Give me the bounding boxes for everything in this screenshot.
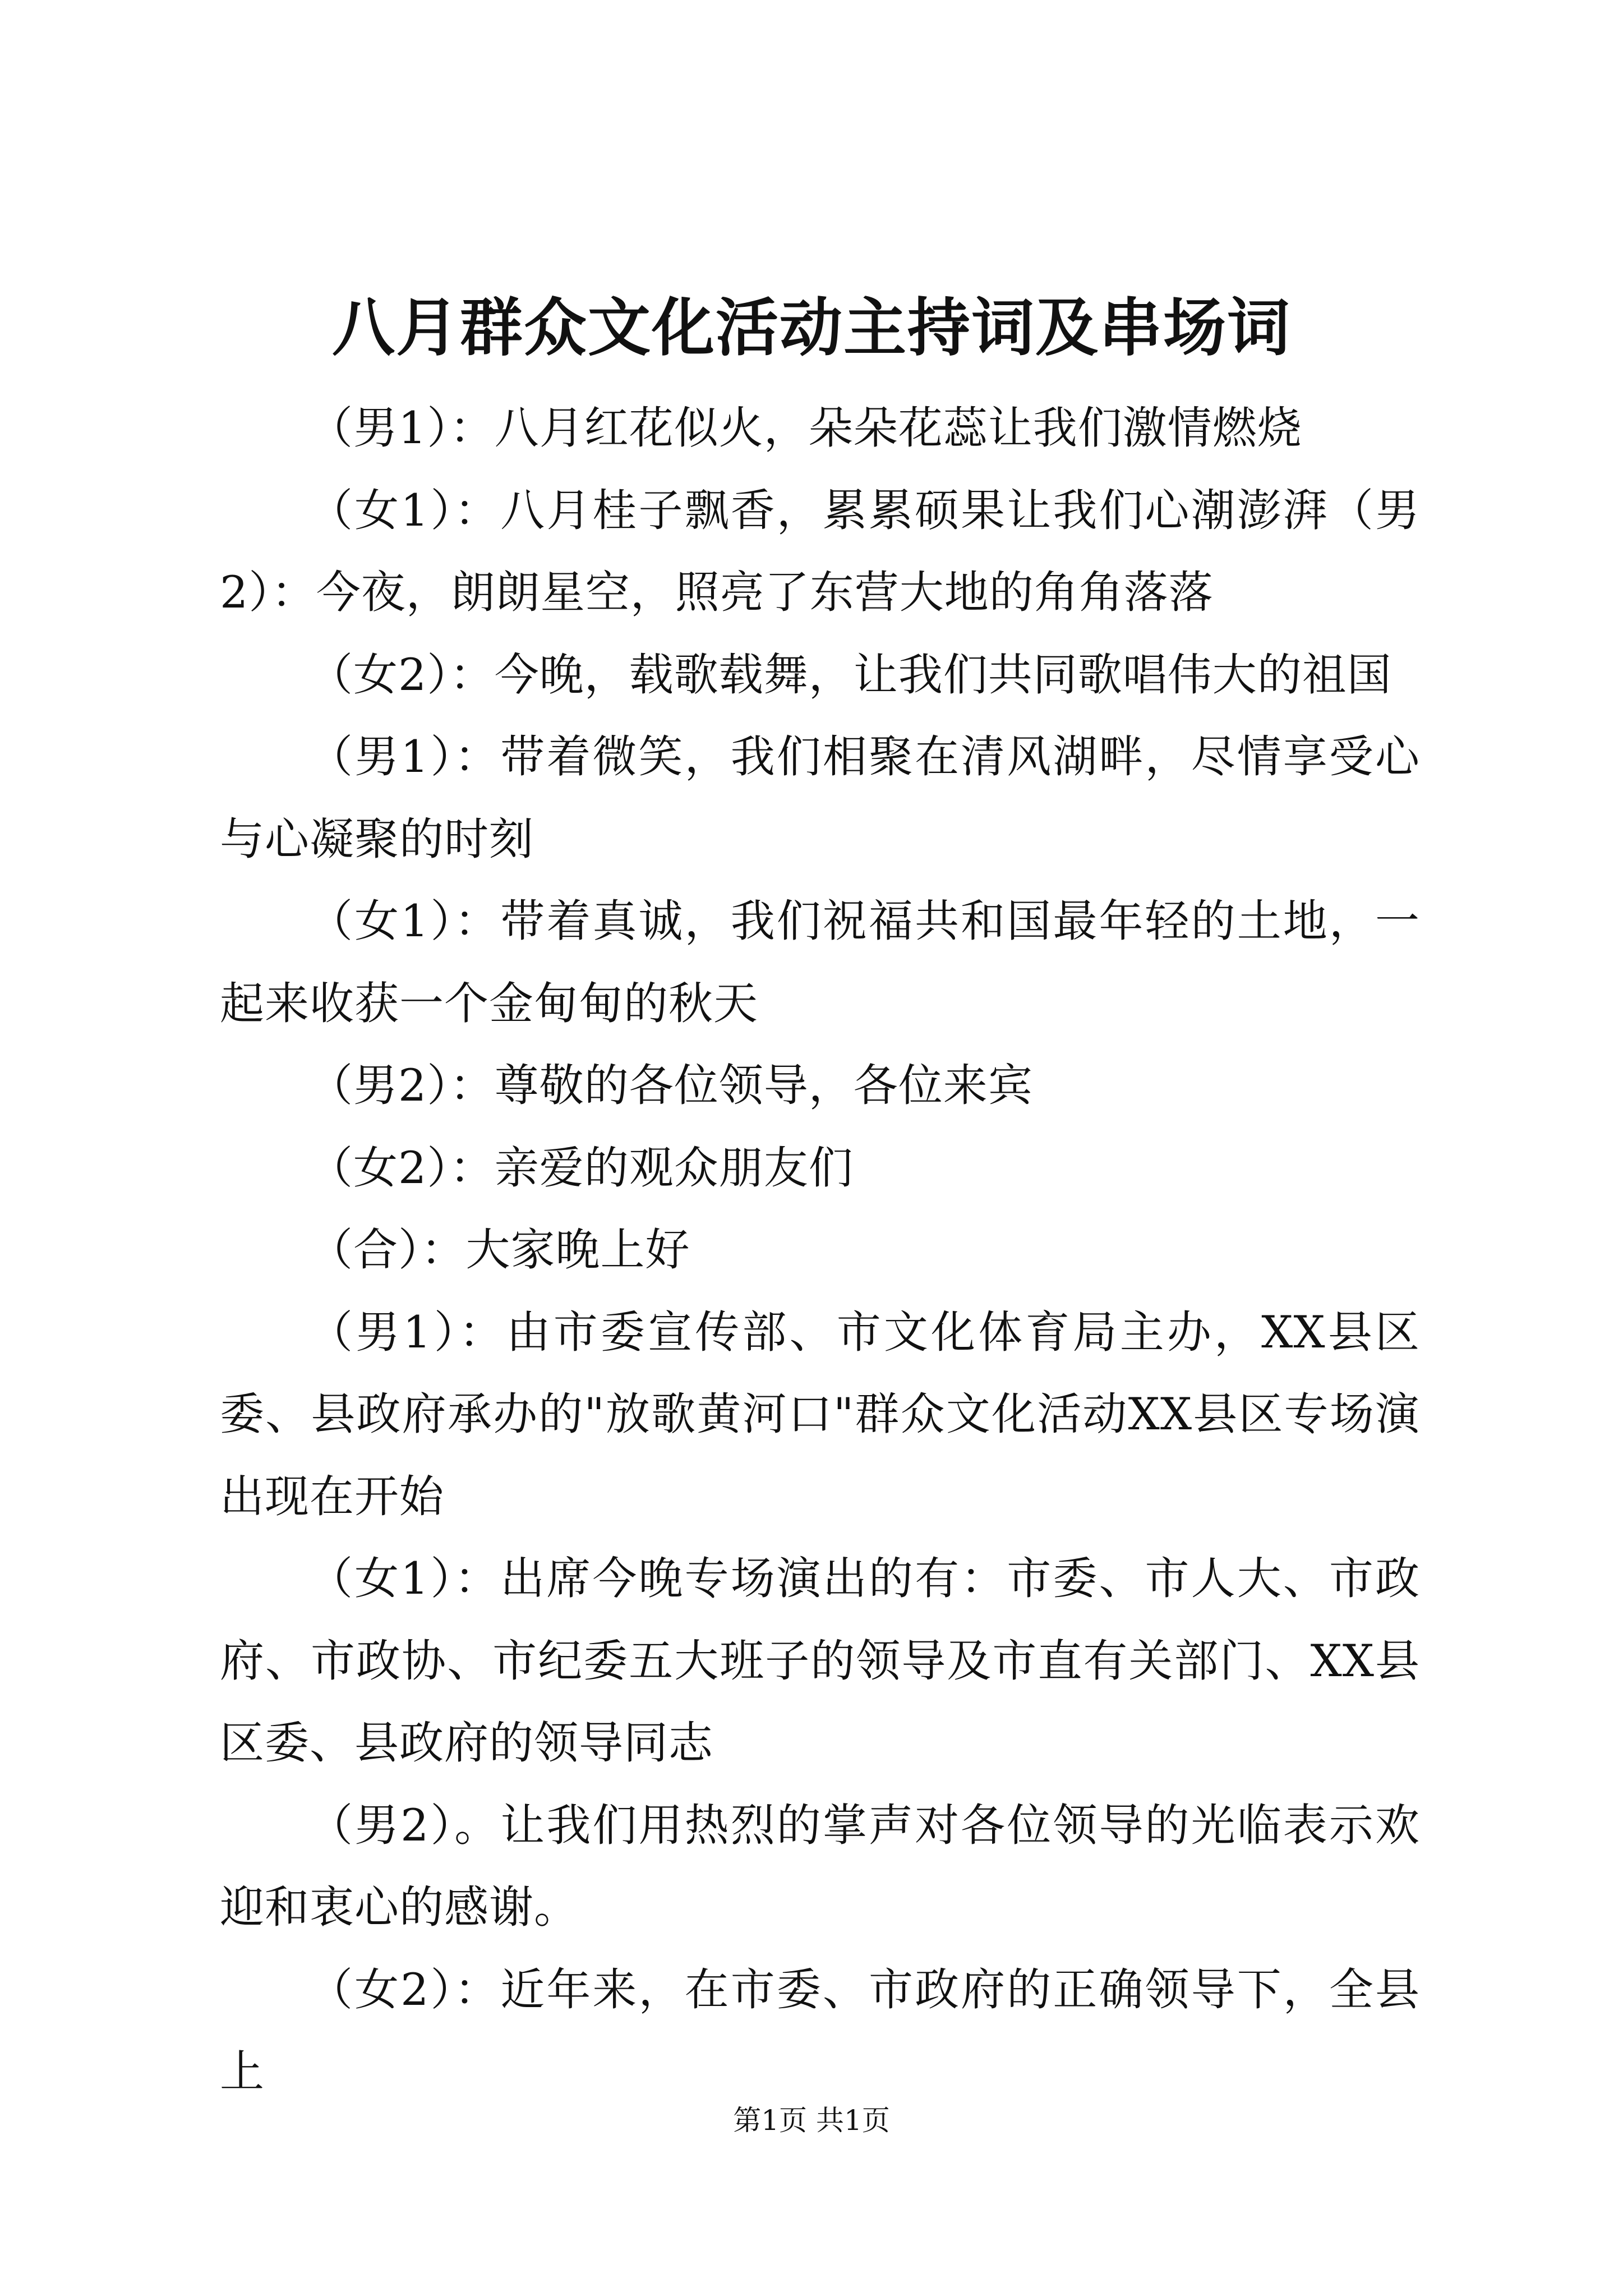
paragraph: （女1）：八月桂子飘香，累累硕果让我们心潮澎湃（男2）：今夜，朗朗星空，照亮了东营大地的角角落落 [220,484,1420,618]
document-body [220,387,1420,2113]
paragraph: （女2）：近年来，在市委、市政府的正确领导下，全县上 [220,1963,1420,2097]
paragraph: （合）：大家晚上好 [308,1224,690,1276]
paragraph: （女1）：带着真诚，我们祝福共和国最年轻的土地，一起来收获一个金甸甸的秋天 [220,895,1420,1029]
paragraph: （男1）：由市委宣传部、市文化体育局主办，XX县区委、县政府承办的"放歌黄河口"群众文化活动XX县区专场演出现在开始 [220,1306,1420,1522]
paragraph: （男2）。让我们用热烈的掌声对各位领导的光临表示欢迎和衷心的感谢。 [220,1799,1420,1933]
paragraph: （女2）：今晚，载歌载舞，让我们共同歌唱伟大的祖国 [308,648,1392,701]
paragraph: （女2）：亲爱的观众朋友们 [308,1142,854,1194]
paragraph: （男1）：带着微笑，我们相聚在清风湖畔，尽情享受心与心凝聚的时刻 [220,731,1420,865]
paragraph: （男2）：尊敬的各位领导，各位来宾 [308,1060,1033,1111]
paragraph: （男1）：八月红花似火，朵朵花蕊让我们激情燃烧 [308,402,1302,454]
document-title: 八月群众文化活动主持词及串场词 [332,291,1291,365]
paragraph: （女1）：出席今晚专场演出的有：市委、市人大、市政府、市政协、市纪委五大班子的领导及市直有关部门、XX县区委、县政府的领导同志 [220,1553,1420,1769]
page-footer: 第1页 共1页 [733,2104,890,2137]
